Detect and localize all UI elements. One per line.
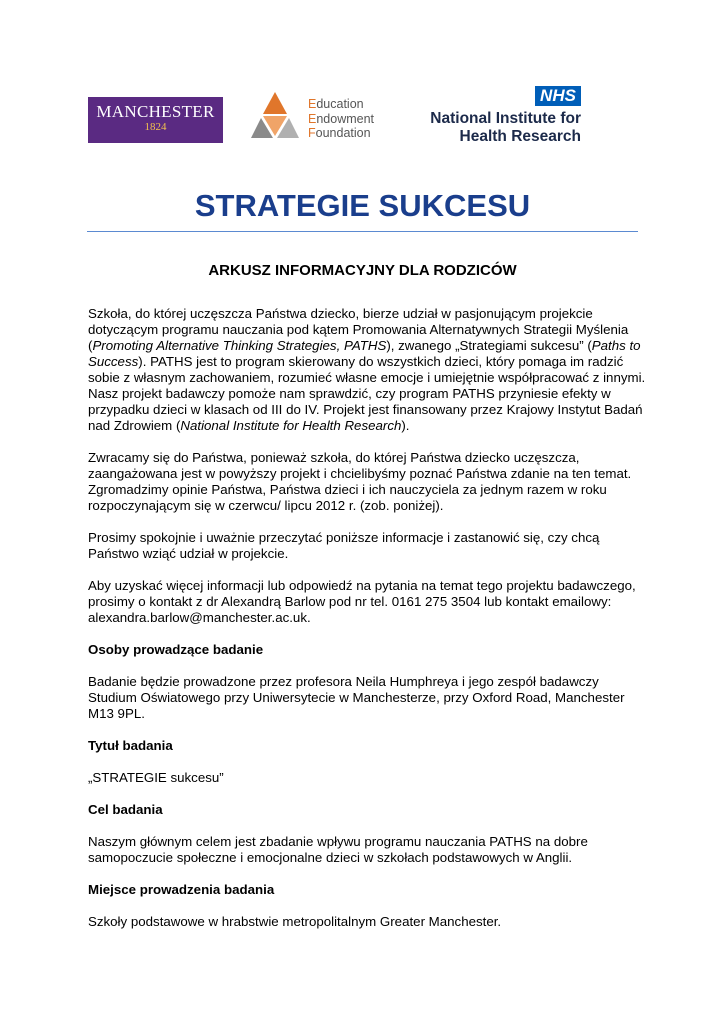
title-divider xyxy=(87,231,638,232)
section-text: Badanie będzie prowadzone przez profesora Neila Humphreya i jego zespół badawczy Studium Oświatowego przy Uniwersytecie w Manchesterze, przy Oxford Road, Manchester M13 9PL. xyxy=(88,674,625,721)
contact-info-paragraph: Aby uzyskać więcej informacji lub odpowiedź na pytania na temat tego projektu badawczego, prosimy o kontakt z dr Alexandrą Barlow pod nr tel. 0161 275 3504 lub kontakt emailowy: alexandra.barlow@manchester.ac.uk. xyxy=(88,578,636,625)
section-heading: Tytuł badania xyxy=(88,738,173,753)
nhs-badge: NHS xyxy=(535,86,581,106)
nihr-logo-text: National Institute for Health Research xyxy=(430,110,581,145)
read-carefully-paragraph: Prosimy spokojnie i uważnie przeczytać poniższe informacje i zastanowić się, czy chcą Państwo wziąć udział w projekcie. xyxy=(88,530,600,561)
section-heading: Cel badania xyxy=(88,802,163,817)
page-subtitle: ARKUSZ INFORMACYJNY DLA RODZICÓW xyxy=(208,262,517,279)
contact-reason-paragraph: Zwracamy się do Państwa, ponieważ szkoła, do której Państwa dziecko uczęszcza, zaangażowana jest w powyższy projekt i chcielibyśmy poznać Państwa zdanie na ten temat. Zgromadzimy opinie Państwa, Państwa dzieci i ich nauczyciela za jednym razem w roku rozpoczynającym się w czerwcu/ lipcu 2012 r. (zob. poniżej). xyxy=(88,450,632,513)
section-text: Naszym głównym celem jest zbadanie wpływu programu nauczania PATHS na dobre samopoczucie społeczne i emocjonalne dzieci w szkołach podstawowych w Anglii. xyxy=(88,834,588,865)
page-title: STRATEGIE SUKCESU xyxy=(194,188,531,223)
section-heading: Osoby prowadzące badanie xyxy=(88,642,264,657)
intro-paragraph: Szkoła, do której uczęszcza Państwa dziecko, bierze udział w pasjonującym projekcie dotyczącym programu nauczania pod kątem Promowania Alternatywnych Strategii Myślenia (Promoting Alternative Thinking Strategies, PATHS), zwanego „Strategiami sukcesu” (Paths to Success). PATHS jest to program skierowany do wszystkich dzieci, który pomaga im radzić sobie z własnym zachowaniem, rozumieć własne emocje i umiejętnie współpracować z innymi. Nasz projekt badawczy pomoże nam sprawdzić, czy program PATHS przyniesie efekty w przypadku dzieci w klasach od III do IV. Projekt jest finansowany przez Krajowy Instytut Badań nad Zdrowiem (National Institute for Health Research). xyxy=(88,306,646,433)
eef-triangle-icon xyxy=(250,90,300,146)
nihr-logo xyxy=(413,86,581,148)
logo-bar xyxy=(88,86,588,148)
manchester-logo-name: MANCHESTER xyxy=(96,102,215,121)
section-text: Szkoły podstawowe w hrabstwie metropolitalnym Greater Manchester. xyxy=(88,914,502,929)
section-heading: Miejsce prowadzenia badania xyxy=(88,882,275,897)
university-of-manchester-logo xyxy=(88,97,223,143)
manchester-logo-year: 1824 xyxy=(144,121,167,133)
section-text: „STRATEGIE sukcesu” xyxy=(88,770,224,785)
document-body xyxy=(88,306,648,946)
eef-logo-text: Education Endowment Foundation xyxy=(308,97,375,140)
